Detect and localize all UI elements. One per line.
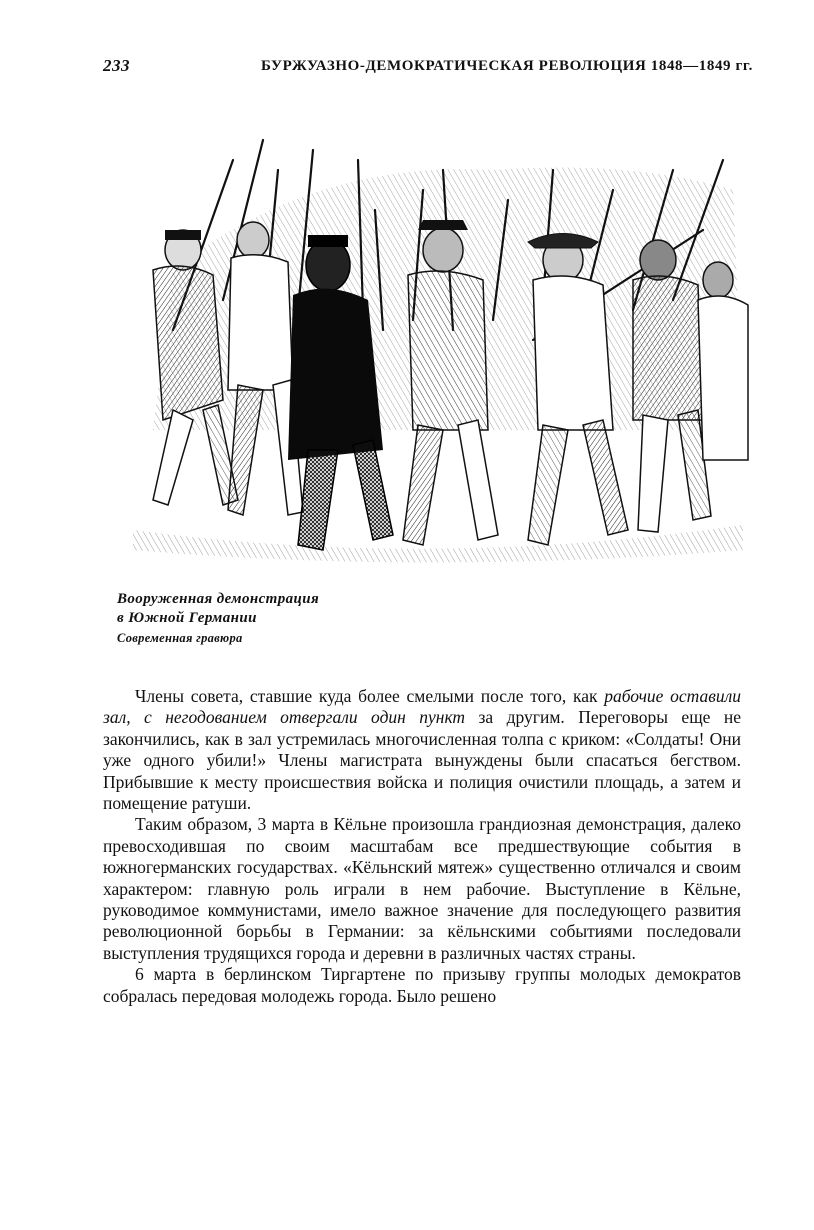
paragraph-1-italic: рабочие оставили зал, с негодованием отвергали один пункт: [103, 686, 741, 728]
paragraph-2: Таким образом, 3 марта в Кёльне произошла грандиозная демонстрация, далеко превосходившая по своим масштабам все предшествующие события в южногерманских государствах. «Кёльнский мятеж» существенно отличался и своим характером: главную роль играли в нем рабочие. Выступление в Кёльне, руководимое коммунистами, имело важное значение для последующего развития революционной борьбы в Германии: за кёльнскими событиями последовали выступления трудящихся города и деревни в различных частях страны.: [103, 814, 741, 963]
paragraph-1-start: Члены совета, ставшие куда более смелыми после того, как: [135, 686, 605, 706]
page-header: [103, 56, 753, 80]
page-number: 233: [103, 56, 130, 75]
running-title: БУРЖУАЗНО-ДЕМОКРАТИЧЕСКАЯ РЕВОЛЮЦИЯ 1848—1849 гг.: [260, 58, 753, 74]
caption-source: Современная гравюра: [117, 631, 243, 645]
paragraph-3: 6 марта в берлинском Тиргартене по призыву группы молодых демократов собралась передовая молодежь города. Было решено: [103, 964, 741, 1006]
caption-title-line-2: в Южной Германии: [117, 610, 257, 626]
image-caption: [117, 590, 437, 646]
paragraph-1: [103, 686, 741, 814]
crowd-figures: [153, 220, 748, 550]
caption-title-line-1: Вооруженная демонстрация: [117, 591, 320, 607]
main-text: [103, 686, 741, 1007]
engraving-armed-crowd-image: [113, 130, 753, 570]
paragraph-1-end: за другим. Переговоры еще не закончились, как в зал устремилась многочисленная толпа с криком: «Солдаты! Они уже одного убили!» Члены магистрата вынуждены были спасаться бегством. Прибывшие к месту происшествия войска и полиция очистили площадь, а затем и помещение ратуши.: [103, 707, 741, 814]
engraving-illustration: [113, 130, 753, 570]
